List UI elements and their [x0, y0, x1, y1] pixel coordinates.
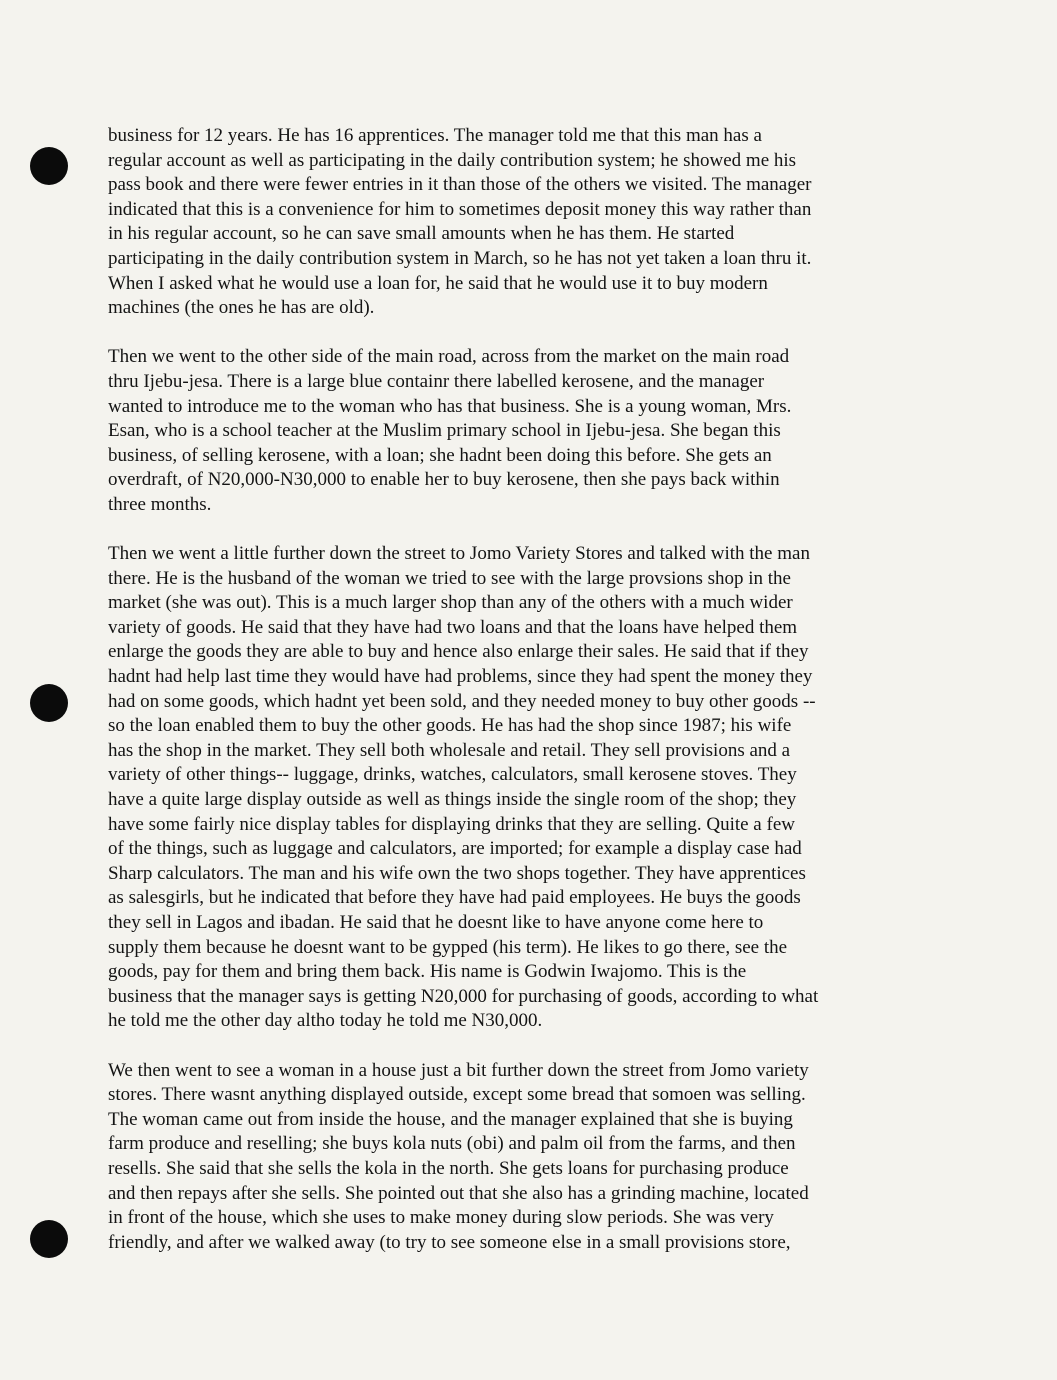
text-line: they sell in Lagos and ibadan. He said that he doesnt like to have anyone come here to	[108, 912, 764, 933]
text-line: Sharp calculators. The man and his wife own the two shops together. They have apprentices	[108, 862, 806, 884]
text-line: business for 12 years. He has 16 apprentices. The manager told me that this man has a	[108, 125, 762, 146]
text-line: have a quite large display outside as well as things inside the single room of the shop; they	[108, 789, 797, 811]
text-line: overdraft, of N20,000-N30,000 to enable her to buy kerosene, then she pays back within	[108, 469, 780, 491]
paragraph	[108, 124, 926, 321]
text-line: of the things, such as luggage and calculators, are imported; for example a display case had	[108, 838, 802, 860]
text-line: thru Ijebu-jesa. There is a large blue containr there labelled kerosene, and the manager	[108, 370, 765, 392]
text-line: enlarge the goods they are able to buy and hence also enlarge their sales. He said that if they	[108, 641, 809, 663]
text-line: The woman came out from inside the house, and the manager explained that she is buying	[108, 1108, 793, 1130]
text-line: regular account as well as participating in the daily contribution system; he showed me his	[108, 149, 797, 171]
text-line: has the shop in the market. They sell both wholesale and retail. They sell provisions and a	[108, 739, 791, 761]
text-line: had on some goods, which hadnt yet been sold, and they needed money to buy other goods --	[108, 690, 816, 712]
text-line: variety of other things-- luggage, drinks, watches, calculators, small kerosene stoves. They	[108, 764, 797, 786]
text-line: business, of selling kerosene, with a loan; she hadnt been doing this before. She gets an	[108, 444, 772, 466]
text-line: in his regular account, so he can save small amounts when he has them. He started	[108, 223, 735, 245]
text-line: machines (the ones he has are old).	[108, 297, 375, 319]
text-line: Esan, who is a school teacher at the Muslim primary school in Ijebu-jesa. She began this	[108, 420, 781, 442]
punch-hole-icon	[30, 147, 68, 185]
text-line: friendly, and after we walked away (to try to see someone else in a small provisions store,	[108, 1231, 791, 1253]
text-line: resells. She said that she sells the kola in the north. She gets loans for purchasing produce	[108, 1157, 789, 1179]
paragraph	[108, 345, 926, 517]
punch-hole-icon	[30, 1220, 68, 1258]
text-line: indicated that this is a convenience for him to sometimes deposit money this way rather than	[108, 198, 812, 220]
text-line: participating in the daily contribution system in March, so he has not yet taken a loan thru it.	[108, 247, 812, 269]
text-line: supply them because he doesnt want to be gypped (his term). He likes to go there, see the	[108, 936, 788, 958]
text-line: pass book and there were fewer entries in it than those of the others we visited. The manager	[108, 174, 812, 196]
text-line: Then we went a little further down the street to Jomo Variety Stores and talked with the man	[108, 543, 810, 565]
text-line: When I asked what he would use a loan for, he said that he would use it to buy modern	[108, 272, 768, 294]
text-line: and then repays after she sells. She pointed out that she also has a grinding machine, located	[108, 1182, 809, 1204]
text-line: in front of the house, which she uses to make money during slow periods. She was very	[108, 1207, 774, 1229]
text-line: stores. There wasnt anything displayed outside, except some bread that somoen was selling.	[108, 1084, 806, 1106]
punch-hole-icon	[30, 684, 68, 722]
text-line: market (she was out). This is a much larger shop than any of the others with a much wider	[108, 592, 793, 614]
text-line: business that the manager says is getting N20,000 for purchasing of goods, according to what	[108, 985, 819, 1007]
paragraph	[108, 542, 926, 1034]
text-line: variety of goods. He said that they have had two loans and that the loans have helped them	[108, 616, 798, 638]
text-line: three months.	[108, 493, 212, 515]
text-line: as salesgirls, but he indicated that before they have had paid employees. He buys the goods	[108, 887, 801, 909]
text-line: wanted to introduce me to the woman who has that business. She is a young woman, Mrs.	[108, 395, 792, 417]
document-body	[108, 124, 926, 1280]
text-line: so the loan enabled them to buy the other goods. He has had the shop since 1987; his wife	[108, 715, 792, 737]
text-line: Then we went to the other side of the main road, across from the market on the main road	[108, 346, 790, 368]
text-line: have some fairly nice display tables for displaying drinks that they are selling. Quite a few	[108, 813, 795, 835]
paragraph	[108, 1059, 926, 1256]
text-line: farm produce and reselling; she buys kola nuts (obi) and palm oil from the farms, and then	[108, 1133, 796, 1155]
text-line: hadnt had help last time they would have had problems, since they had spent the money they	[108, 666, 813, 688]
text-line: he told me the other day altho today he told me N30,000.	[108, 1010, 543, 1032]
text-line: We then went to see a woman in a house just a bit further down the street from Jomo variety	[108, 1059, 809, 1081]
text-line: goods, pay for them and bring them back. His name is Godwin Iwajomo. This is the	[108, 961, 747, 983]
text-line: there. He is the husband of the woman we tried to see with the large provsions shop in the	[108, 567, 791, 589]
